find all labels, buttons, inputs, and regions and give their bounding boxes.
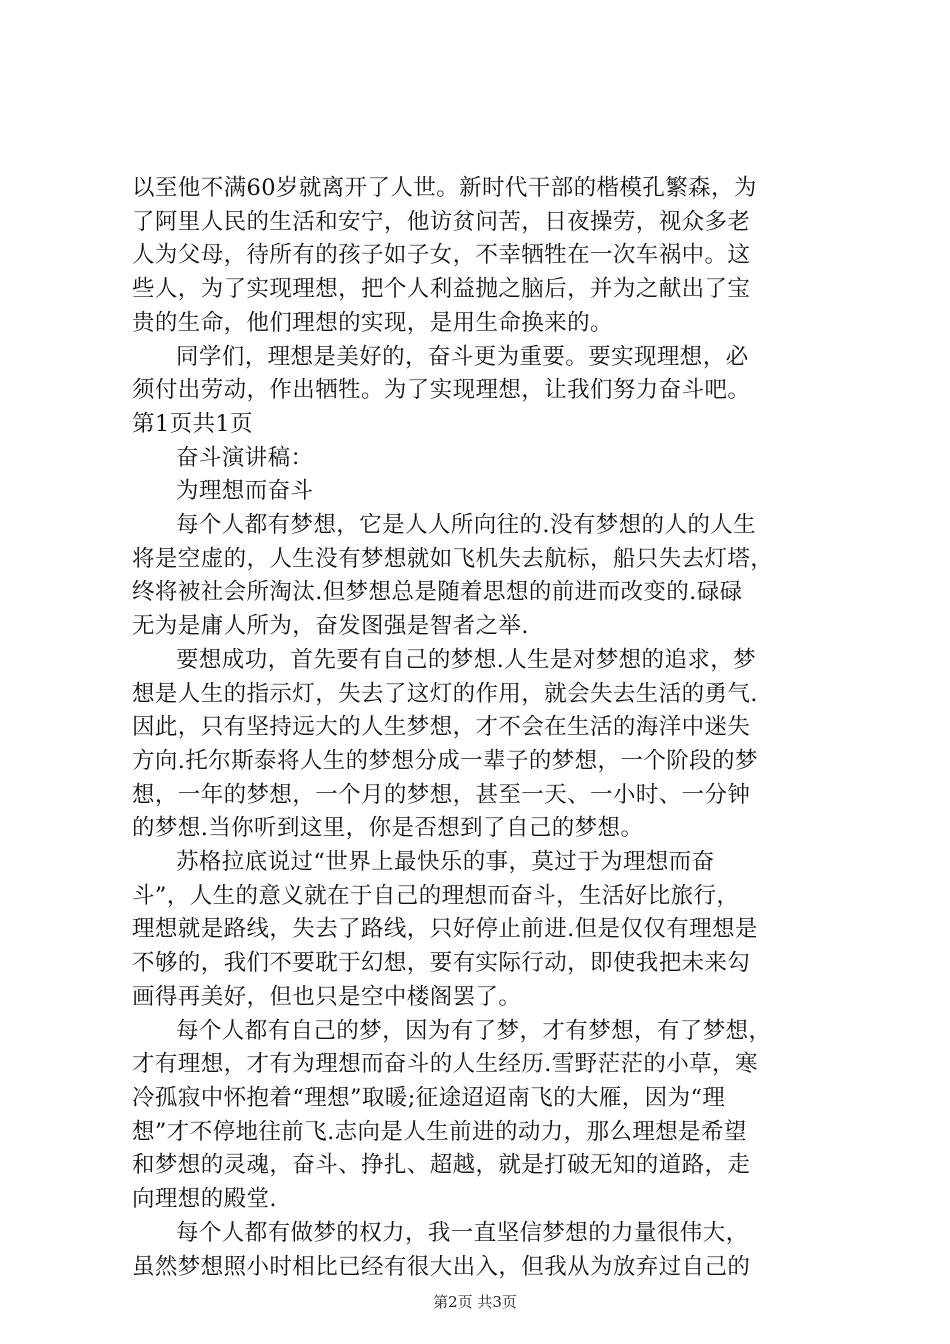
text-line: 将是空虚的，人生没有梦想就如飞机失去航标，船只失去灯塔，	[132, 545, 774, 572]
paragraph-2	[132, 644, 838, 846]
text-line: 才有理想，才有为理想而奋斗的人生经历.雪野茫茫的小草，寒	[132, 1051, 758, 1078]
section-label: 奋斗演讲稿：	[176, 444, 314, 471]
text-line: 贵的生命，他们理想的实现，是用生命换来的。	[132, 309, 613, 336]
text-line: 同学们，理想是美好的，奋斗更为重要。要实现理想，必	[176, 343, 749, 370]
paragraph-5	[132, 1217, 838, 1284]
text-line: 虽然梦想照小时相比已经有很大出入，但我从为放弃过自己的	[132, 1253, 751, 1280]
text-line: 不够的，我们不要耽于幻想，要有实际行动，即使我把未来勾	[132, 950, 751, 977]
text-line: 人为父母，待所有的孩子如子女，不幸牺牲在一次车祸中。这	[132, 242, 751, 269]
continued-paragraph	[132, 172, 838, 341]
text-line: 要想成功，首先要有自己的梦想.人生是对梦想的追求，梦	[176, 646, 757, 673]
text-line: 和梦想的灵魂，奋斗、挣扎、超越，就是打破无知的道路，走	[132, 1152, 751, 1179]
text-line: 的梦想.当你听到这里，你是否想到了自己的梦想。	[132, 815, 644, 842]
text-line: 些人，为了实现理想，把个人利益抛之脑后，并为之献出了宝	[132, 276, 751, 303]
text-line: 想是人生的指示灯，失去了这灯的作用，就会失去生活的勇气.	[132, 680, 758, 707]
text-line: 画得再美好，但也只是空中楼阁罢了。	[132, 983, 522, 1010]
section-title: 为理想而奋斗	[176, 478, 314, 505]
text-line: 理想就是路线，失去了路线，只好停止前进.但是仅仅有理想是	[132, 916, 758, 943]
text-line: 方向.托尔斯泰将人生的梦想分成一辈子的梦想，一个阶段的梦	[132, 747, 758, 774]
inner-page-marker: 第1页共1页	[132, 410, 254, 437]
text-line: 了阿里人民的生活和安宁，他访贫问苦，日夜操劳，视众多老	[132, 208, 751, 235]
text-line: 苏格拉底说过“世界上最快乐的事，莫过于为理想而奋	[176, 849, 715, 876]
paragraph-4	[132, 1015, 838, 1217]
text-line: 向理想的殿堂.	[132, 1186, 277, 1213]
text-line: 无为是庸人所为，奋发图强是智者之举.	[132, 613, 529, 640]
text-line: 斗”，人生的意义就在于自己的理想而奋斗，生活好比旅行，	[132, 882, 740, 909]
document-body	[132, 172, 838, 1284]
text-line: 每个人都有梦想，它是人人所向往的.没有梦想的人的人生	[176, 512, 757, 539]
text-line: 想，一年的梦想，一个月的梦想，甚至一天、一小时、一分钟	[132, 781, 751, 808]
text-line: 须付出劳动，作出牺牲。为了实现理想，让我们努力奋斗吧。	[132, 377, 751, 404]
paragraph-3	[132, 846, 838, 1015]
text-line: 以至他不满60岁就离开了人世。新时代干部的楷模孔繁森，为	[132, 175, 757, 201]
text-line: 每个人都有自己的梦，因为有了梦，才有梦想，有了梦想，	[176, 1017, 772, 1044]
page-number-footer: 第2页 共3页	[433, 1293, 517, 1311]
paragraph-1	[132, 509, 838, 644]
text-line: 每个人都有做梦的权力，我一直坚信梦想的力量很伟大，	[176, 1219, 749, 1246]
text-line: 因此，只有坚持远大的人生梦想，才不会在生活的海洋中迷失	[132, 714, 751, 741]
text-line: 冷孤寂中怀抱着“理想”取暖;征途迢迢南飞的大雁，因为“理	[132, 1084, 726, 1111]
text-line: 终将被社会所淘汰.但梦想总是随着思想的前进而改变的.碌碌	[132, 579, 743, 606]
text-line: 想”才不停地往前飞.志向是人生前进的动力，那么理想是希望	[132, 1118, 747, 1145]
closing-paragraph	[132, 341, 838, 408]
